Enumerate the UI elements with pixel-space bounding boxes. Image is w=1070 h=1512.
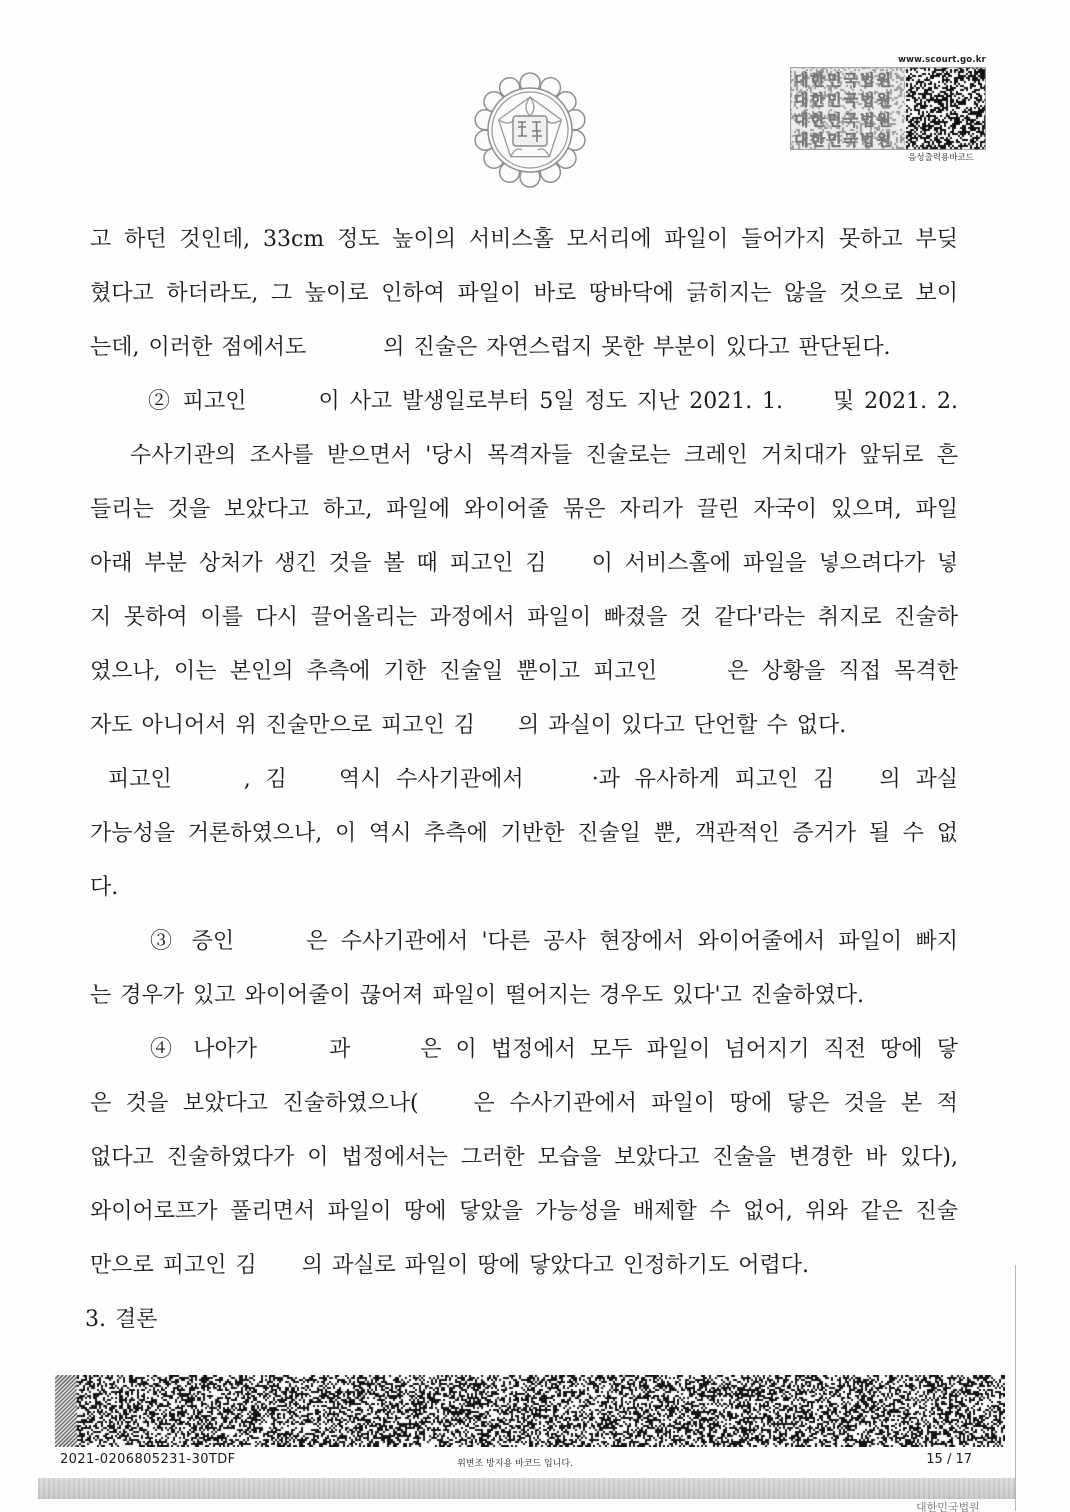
text-line [90,807,958,861]
text-line [90,645,958,699]
redacted-date [90,461,130,462]
page-number: 15 / 17 [926,1452,972,1467]
text-line [90,429,958,483]
line-text: 와이어로프가 풀리면서 파일이 땅에 닿았을 가능성을 배제할 수 없어, 위와 같은 진술 [90,1199,958,1224]
line-text: 고 하던 것인데, 33cm 정도 높이의 서비스홀 모서리에 파일이 들어가지 못하고 부딪 [90,227,958,252]
line-text: 은 이 법정에서 모두 파일이 넘어지기 직전 땅에 닿 [420,1037,958,1062]
bottom-watermark: 대한민국법원 [916,1501,980,1512]
text-line [90,1239,958,1293]
line-text: 만으로 피고인 김 [90,1253,257,1278]
text-line [90,699,958,753]
line-text: 의 과실로 파일이 땅에 닿았다고 인정하기도 어렵다. [301,1253,810,1278]
redacted-name [247,407,319,408]
text-line [90,537,958,591]
line-text: 이 서비스홀에 파일을 넣으려다가 넣 [591,551,958,576]
section-heading [85,1293,958,1347]
text-line [90,861,958,915]
line-text: 들리는 것을 보았다고 하고, 파일에 와이어줄 묶은 자리가 끌린 자국이 있으며, 파일 [90,497,958,522]
line-text: 은 것을 보았다고 진술하였으나( [90,1091,419,1116]
line-text: ③ 증인 [150,929,235,954]
line-text: 였으나, 이는 본인의 추측에 기한 진술일 뿐이고 피고인 [90,659,658,684]
watermark-text: 대한민국법원 [794,91,893,109]
line-text: ·과 유사하게 피고인 김 [591,767,835,792]
line-text: 의 과실이 있다고 단언할 수 없다. [518,713,847,738]
line-text: 은 수사기관에서 '다른 공사 현장에서 와이어줄에서 파일이 빠지 [306,929,958,954]
line-text: 과 [328,1037,351,1062]
redacted-name [524,785,592,786]
line-text: 의 과실 [879,767,958,792]
line-text: 역시 수사기관에서 [338,767,524,792]
line-text: 및 2021. 2. [833,389,958,414]
barcode-note: 위변조 방지용 바코드 입니다. [457,1459,573,1469]
line-text: 지 못하여 이를 다시 끌어올리는 과정에서 파일이 빠졌을 것 같다'라는 취지로 진술하 [90,605,958,630]
line-text: 은 상황을 직접 목격한 [727,659,958,684]
scan-shadow-band [38,1478,1016,1499]
line-text: 없다고 진술하였다가 이 법정에서는 그러한 모습을 보았다고 진술을 변경한 바 있다), [90,1145,958,1170]
line-text: ④ 나아가 [150,1037,257,1062]
line-text: 혔다고 하더라도, 그 높이로 인하여 파일이 바로 땅바닥에 긁히지는 않을 것으로 보이 [90,281,958,306]
text-line [90,591,958,645]
redacted-name [257,1271,302,1272]
watermark-text: 대한민국법원 [794,71,893,89]
line-text: ② 피고인 [148,389,247,414]
redacted-name [419,1109,474,1110]
site-url: www.scourt.go.kr [898,55,986,65]
redacted-name [657,677,727,678]
redacted-name [287,785,339,786]
line-text: 아래 부분 상처가 생긴 것을 볼 때 피고인 김 [90,551,547,576]
line-text: 가능성을 거론하였으나, 이 역시 추측에 기반한 진술일 뿐, 객관적인 증거가 될 수 없 [90,821,958,846]
court-watermark [794,69,904,149]
watermark-text: 대한민국법원 [794,131,893,149]
text-line [90,483,958,537]
watermark-text: 대한민국법원 [794,111,893,129]
text-line [90,753,958,807]
redacted-name [306,353,383,354]
line-text: 피고인 [108,767,172,792]
anti-forgery-barcode [55,1375,1005,1447]
line-text: 자도 아니어서 위 진술만으로 피고인 김 [90,713,475,738]
line-text: 3. 결론 [85,1307,158,1332]
text-line [90,1077,958,1131]
text-line [90,375,958,429]
redacted-date [783,407,833,408]
text-line [90,213,958,267]
line-text: 는 경우가 있고 와이어줄이 끊어져 파일이 떨어지는 경우도 있다'고 진술하였다. [90,983,865,1008]
scan-page-edge [1015,1265,1016,1511]
text-line [90,321,958,375]
judgment-body [85,213,958,1347]
redacted-name [834,785,879,786]
text-line [90,1185,958,1239]
barcode-caption: 음성출력용바코드 [908,153,974,163]
document-id: 2021-0206805231-30TDF [60,1452,236,1467]
redacted-name [350,1055,420,1056]
line-text: 수사기관의 조사를 받으면서 '당시 목격자들 진술로는 크레인 거치대가 앞뒤로 흔 [130,443,958,468]
line-text: 이 사고 발생일로부터 5일 정도 지난 2021. 1. [318,389,784,414]
court-seal-logo [468,70,592,188]
line-text: 의 진술은 자연스럽지 못한 부분이 있다고 판단된다. [383,335,891,360]
redacted-name [234,947,306,948]
redacted-name [475,731,518,732]
redacted-name [257,1055,329,1056]
line-text: 은 수사기관에서 파일이 땅에 닿은 것을 본 적 [473,1091,958,1116]
text-line [90,1131,958,1185]
line-text: 다. [90,875,119,900]
redacted-name [547,569,592,570]
line-text: , 김 [243,767,287,792]
text-line [90,915,958,969]
text-line [90,969,958,1023]
text-line [90,267,958,321]
voice-output-barcode [790,67,986,150]
redacted-name [172,785,244,786]
line-text: 는데, 이러한 점에서도 [90,335,307,360]
text-line [90,1023,958,1077]
